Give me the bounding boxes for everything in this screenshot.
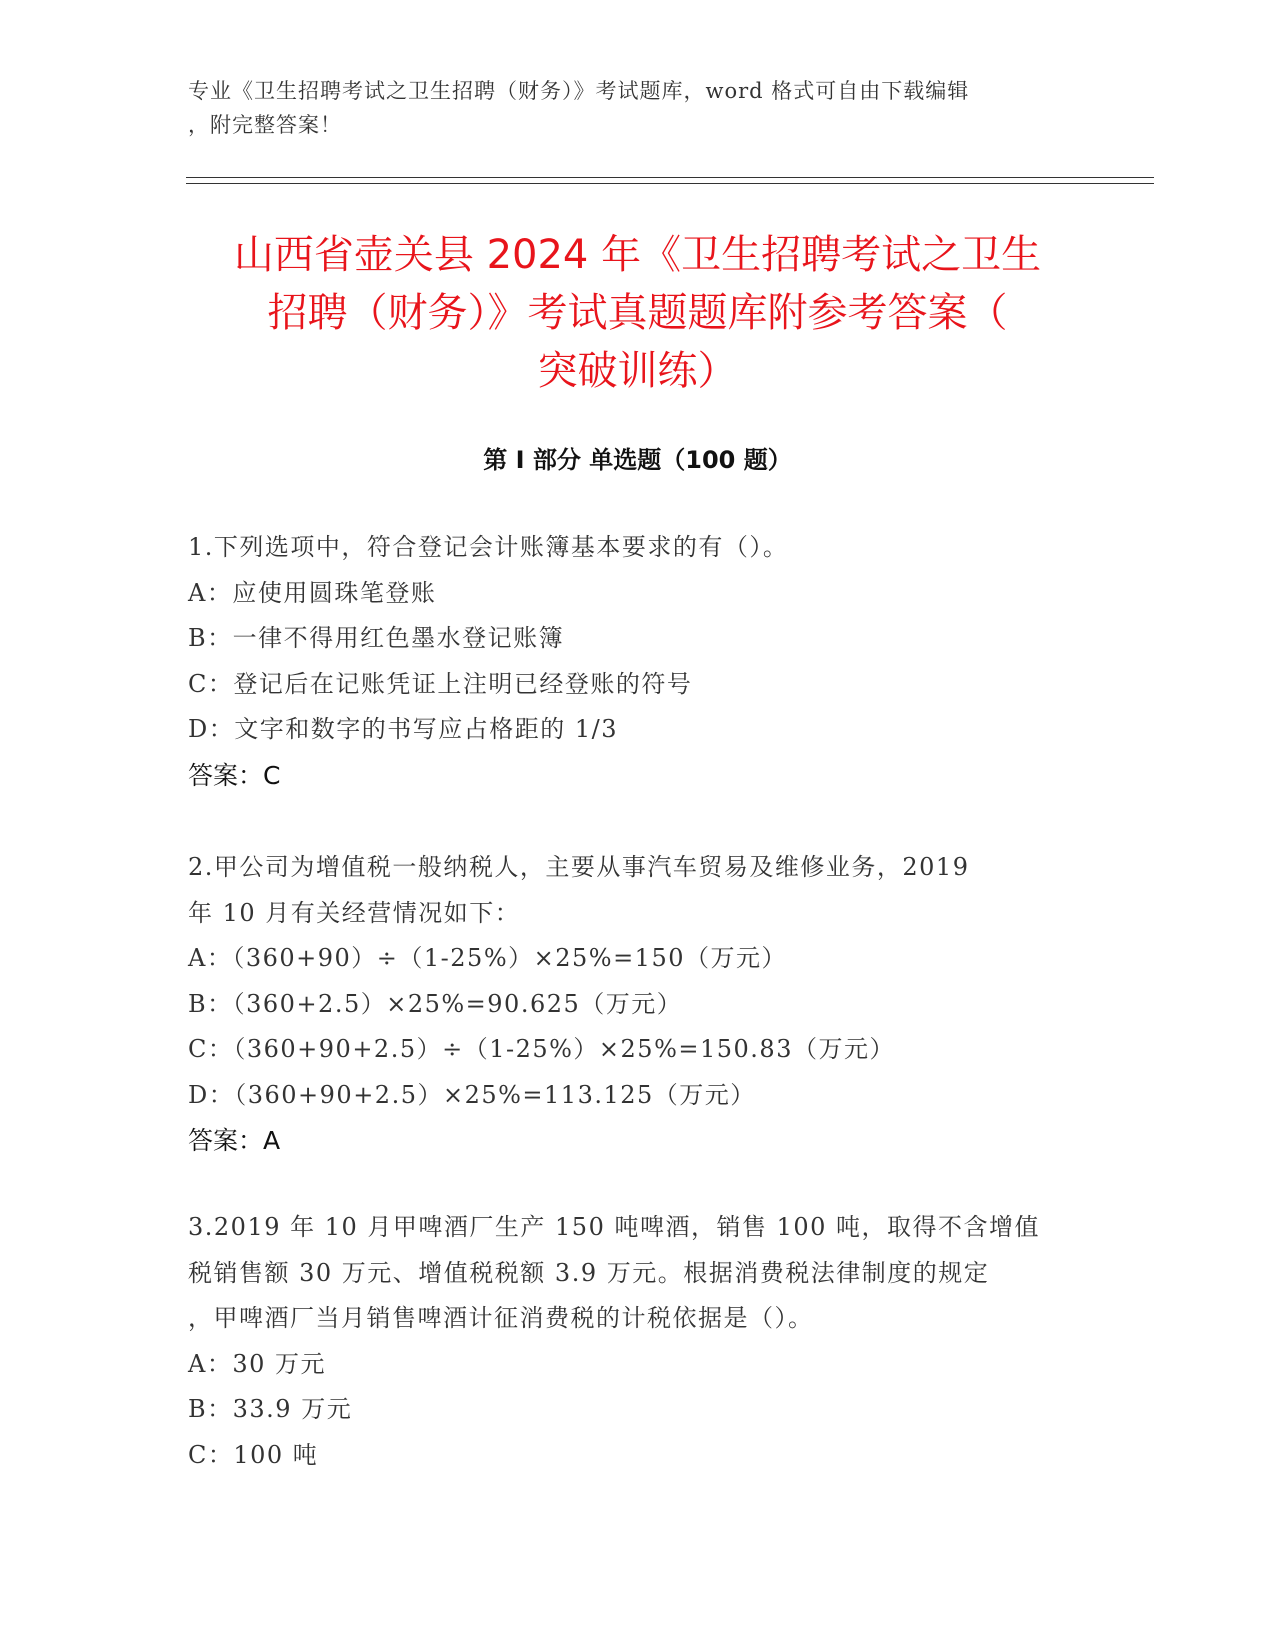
question-stem: 1.下列选项中，符合登记会计账簿基本要求的有（）。 [188,533,789,561]
header-note-line: 专业《卫生招聘考试之卫生招聘（财务）》考试题库，word 格式可自由下载编辑 [188,79,970,103]
option-b: B：一律不得用红色墨水登记账簿 [188,624,565,652]
option-a: A：30 万元 [188,1349,326,1378]
answer-line: 答案：C [188,760,281,790]
option-c: C：100 吨 [188,1440,319,1469]
option-c: C：（360+90+2.5）÷（1-25%）×25%=150.83（万元） [188,1035,895,1063]
question-2 [188,845,1088,1164]
option-b: B：（360+2.5）×25%=90.625（万元） [188,989,683,1018]
question-stem: ，甲啤酒厂当月销售啤酒计征消费税的计税依据是（）。 [188,1304,814,1332]
question-stem: 3.2019 年 10 月甲啤酒厂生产 150 吨啤酒，销售 100 吨，取得不含增值 [188,1213,1041,1241]
option-b: B：33.9 万元 [188,1395,353,1423]
option-c: C：登记后在记账凭证上注明已经登账的符号 [188,669,693,698]
option-a: A：应使用圆珠笔登账 [188,578,437,607]
option-d: D：（360+90+2.5）×25%=113.125（万元） [188,1080,756,1109]
document-title [150,226,1125,400]
question-3 [188,1205,1088,1478]
title-line: 突破训练） [537,348,738,394]
question-1 [188,525,1088,798]
header-note-line: ，附完整答案！ [188,113,342,137]
answer-line: 答案：A [188,1126,281,1155]
question-stem: 税销售额 30 万元、增值税税额 3.9 万元。根据消费税法律制度的规定 [188,1258,990,1287]
option-a: A：（360+90）÷（1-25%）×25%=150（万元） [188,944,787,972]
header-divider [186,177,1154,178]
header-note [188,74,1088,142]
title-line: 招聘（财务）》考试真题题库附参考答案（ [267,290,1008,336]
question-stem: 年 10 月有关经营情况如下： [188,898,521,927]
header-divider [186,183,1154,184]
section-title: 第 I 部分 单选题（100 题） [483,446,792,474]
title-line: 山西省壶关县 2024 年《卫生招聘考试之卫生 [233,232,1042,278]
question-stem: 2.甲公司为增值税一般纳税人，主要从事汽车贸易及维修业务，2019 [188,853,970,881]
option-d: D：文字和数字的书写应占格距的 1/3 [188,715,618,743]
